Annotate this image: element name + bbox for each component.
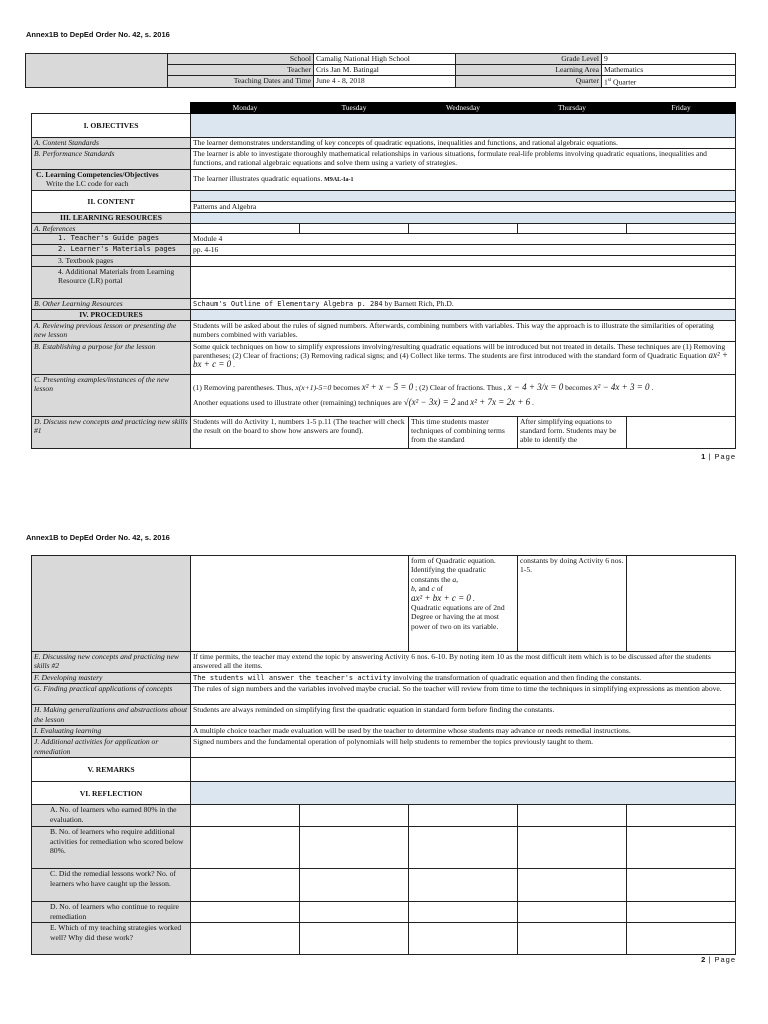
procH-text: Students are always reminded on simplifying first the quadratic equation in standard form before finding the constants.	[191, 705, 736, 726]
grade-label: Grade Level	[456, 54, 602, 65]
ref2-label: 2. Learner's Materials pages	[32, 245, 191, 256]
procG-text: The rules of sign numbers and the variables involved maybe crucial. So the teacher will review from time to time the techniques in simplifying expressions as mention above.	[191, 684, 736, 705]
ref3-label: 3. Textbook pages	[32, 256, 191, 266]
references-label: A. References	[32, 224, 191, 234]
procF-text-2: involving the transformation of quadratic equation and then finding the constants.	[391, 673, 642, 682]
quarter-label: Quarter	[456, 76, 602, 88]
reflD-label: D. No. of learners who continue to require remediation	[32, 902, 191, 923]
other-book: Schaum's Outline of Elementary Algebra p. 284	[193, 299, 383, 308]
remarks-heading: V. REMARKS	[32, 758, 191, 782]
dll-table-page2	[31, 555, 736, 955]
procI-text: A multiple choice teacher made evaluation will be used by the teacher to determine whose students may advance or needs remedial instructions.	[191, 726, 736, 737]
procC-text-4: becomes	[565, 383, 592, 393]
page-word: Page	[714, 452, 736, 461]
competencies-label-cell	[32, 170, 191, 191]
dll-table-page1: Monday Tuesday Wednesday Thursday Friday I. OBJECTIVES A. Content Standards The learner demonstrates understanding of key concepts of quadratic equations, inequalities and functions, and rational algebraic equations. B. Performance Standards The learner is able to investigate thoroughly mathematical relationships in various situations, formulate real-life problems involving quadratic equations, inequalities and functions, and rational algebraic equations and solve them using a variety of strategies. C. Learning Competencies/Objectives Write the LC code for each The learner illustrates quadratic equations. M9AL-Ia-1 II. CONTENT Patterns and Algebra III. LEARNING RESOURCES A. References 1. Teacher's Guide pages Module 4 2. Learner's Materials pages pp. 4-16 3. Textbook pages 4. Additional Materials from Learning Resource (LR) portal B. Other Learning Resources Schaum's Outline of Elementary Algebra p. 284 by Barnett Rich, Ph.D. IV. PROCEDURES A. Reviewing previous lesson or presenting the new lesson Students will be asked about the rules of signed numbers. Afterwards, combining numbers with variables. This way the approach is to illustrate the similarities of operating numbers combined with variables. B. Establishing a purpose for the lesson Some quick techniques on how to simplify expressions involving/resulting quadratic equations will be introduced but not treated in details. These techniques are (1) Removing parentheses; (2) Clear of fractions; (3) Removing radical signs; and (4) Collect like terms. The students are first introduced with the standard form of Quadratic Equation ax² + bx + c = 0 . C. Presenting examples/instances of the new lesson (1) Removing parentheses. Thus, x(x+1)-5=0 becomes x² + x − 5 = 0 ; (2) Clear of fractions. Thus , x − 4 + 3/x = 0 becomes x² − 4x + 3 = 0 . Another equations used to illustrate other (remaining) techniques are √(x² − 3x) = 2 and x² + 7x = 2x + 6 . D. Discuss new concepts and practicing new skills #1 Students will do Activity 1, numbers 1-5 p.11 (The teacher will check the result on the board to show how answers are found). This time students master techniques of combining terms from the standard After simplifying equations to standard form. Students may be able to identify the	[31, 102, 736, 449]
cont-wed-b: b	[411, 584, 415, 594]
cont-wed-text-3: of	[436, 584, 444, 594]
reflE-label: E. Which of my teaching strategies worked well? Why did these work?	[32, 923, 191, 955]
procC-eq-2: x − 4 + 3/x = 0	[507, 382, 564, 393]
page-number-value-2: 2	[701, 955, 706, 964]
procD-wednesday: This time students master techniques of combining terms from the standard	[409, 416, 518, 448]
procE-text: If time permits, the teacher may extend the topic by answering Activity 6 nos. 6-10. By noting item 10 as the most difficult item which is to be discussed after the students answered all the items.	[191, 652, 736, 673]
procC-text-6: and	[457, 398, 469, 408]
page-number-2: 2 | Page	[701, 955, 736, 964]
procD-label: D. Discuss new concepts and practicing new skills #1	[32, 416, 191, 448]
procedures-heading: IV. PROCEDURES	[32, 310, 191, 320]
teacher-value: Cris Jan M. Batingal	[314, 65, 456, 76]
procC-text-1: (1) Removing parentheses. Thus,	[193, 383, 294, 393]
ref1-label: 1. Teacher's Guide pages	[32, 234, 191, 245]
competencies-text: The learner illustrates quadratic equations.	[193, 174, 323, 184]
objectives-heading: I. OBJECTIVES	[32, 114, 191, 138]
quarter-value: 1st Quarter	[602, 76, 736, 88]
ref1-value: Module 4	[191, 234, 736, 245]
day-monday: Monday	[191, 103, 300, 114]
reflection-heading: VI. REFLECTION	[32, 782, 191, 805]
content-heading: II. CONTENT	[32, 191, 191, 213]
header-table	[25, 53, 736, 88]
procC-eq-4: √(x² − 3x) = 2	[403, 397, 456, 408]
day-friday: Friday	[627, 103, 736, 114]
header-blank	[26, 54, 168, 88]
content-text: Patterns and Algebra	[191, 202, 736, 213]
school-value: Camalig National High School	[314, 54, 456, 65]
procC-text-3: ; (2) Clear of fractions. Thus ,	[415, 383, 506, 393]
day-tuesday: Tuesday	[300, 103, 409, 114]
other-resources-label: B. Other Learning Resources	[32, 298, 191, 309]
procC-eq-1: x² + x − 5 = 0	[361, 382, 414, 393]
day-wednesday: Wednesday	[409, 103, 518, 114]
competencies-label: C. Learning Competencies/Objectives	[36, 170, 159, 179]
day-thursday: Thursday	[518, 103, 627, 114]
grade-value: 9	[602, 54, 736, 65]
procA-label: A. Reviewing previous lesson or presenting the new lesson	[32, 320, 191, 341]
area-value: Mathematics	[602, 65, 736, 76]
procC-text-2: becomes	[333, 383, 360, 393]
reflC-label: C. Did the remedial lessons work? No. of learners who have caught up the lesson.	[32, 869, 191, 902]
procG-label: G. Finding practical applications of concepts	[32, 684, 191, 705]
procB-equation: ax² + bx + c = 0	[193, 350, 728, 370]
dates-label: Teaching Dates and Time	[168, 76, 314, 88]
ref4-label: 4. Additional Materials from Learning Resource (LR) portal	[32, 266, 191, 298]
cont-wed-a: a	[452, 574, 457, 584]
reflA-label: A. No. of learners who earned 80% in the evaluation.	[32, 805, 191, 827]
procH-label: H. Making generalizations and abstractions about the lesson	[32, 705, 191, 726]
competencies-code: M9AL-Ia-1	[324, 177, 354, 184]
area-label: Learning Area	[456, 65, 602, 76]
dates-value: June 4 - 8, 2018	[314, 76, 456, 88]
procC-eq-5: x² + 7x = 2x + 6	[470, 397, 531, 408]
procA-text: Students will be asked about the rules of signed numbers. Afterwards, combining numbers with variables. This way the approach is to illustrate the similarities of operating numbers combined with variables.	[191, 320, 736, 341]
procC-eq-3: x² − 4x + 3 = 0	[593, 382, 650, 393]
annex-title-2: Annex1B to DepEd Order No. 42, s. 2016	[26, 533, 170, 542]
content-standards: The learner demonstrates understanding of key concepts of quadratic equations, inequalities and functions, and rational algebraic equations.	[191, 138, 736, 149]
performance-standards: The learner is able to investigate thoroughly mathematical relationships in various situations, formulate real-life problems involving quadratic equations, inequalities and functions, and rational algebraic equations and solve them using a variety of strategies.	[191, 149, 736, 170]
cont-thursday: constants by doing Activity 6 nos. 1-5.	[518, 556, 627, 652]
procD-monday: Students will do Activity 1, numbers 1-5 p.11 (The teacher will check the result on the board to show how answers are found).	[191, 416, 409, 448]
other-author: by Barnett Rich, Ph.D.	[382, 298, 454, 308]
page-number-value: 1	[701, 452, 706, 461]
procJ-label: J. Additional activities for application or remediation	[32, 737, 191, 758]
procF-text-1: The students will answer the teacher's activity	[193, 674, 392, 682]
procC-label: C. Presenting examples/instances of the new lesson	[32, 374, 191, 416]
school-label: School	[168, 54, 314, 65]
page-word-2: Page	[714, 955, 736, 964]
content-standards-label: A. Content Standards	[32, 138, 191, 149]
procB-label: B. Establishing a purpose for the lesson	[32, 341, 191, 374]
cont-wed-equation: ax² + bx + c = 0	[411, 592, 471, 603]
procE-label: E. Discussing new concepts and practicing new skills #2	[32, 652, 191, 673]
cont-wed-text-1: form of Quadratic equation. Identifying the quadratic constants the	[411, 556, 496, 584]
procC-expr-1: x(x+1)-5=0	[295, 383, 332, 393]
procJ-text: Signed numbers and the fundamental operation of polynomials will help students to remember the topics previously taught to them.	[191, 737, 736, 758]
teacher-label: Teacher	[168, 65, 314, 76]
performance-label: B. Performance Standards	[32, 149, 191, 170]
annex-title: Annex1B to DepEd Order No. 42, s. 2016	[26, 30, 170, 39]
competencies-sub: Write the LC code for each	[46, 179, 129, 189]
cont-wed-text-2: , and	[414, 584, 430, 594]
resources-heading: III. LEARNING RESOURCES	[32, 213, 191, 224]
cont-wed-text-4: Quadratic equations are of 2nd Degree or having the at most power of two on its variable.	[411, 603, 505, 631]
procC-text-5: Another equations used to illustrate other (remaining) techniques are	[193, 398, 402, 408]
procF-label: F. Developing mastery	[32, 673, 191, 684]
ref2-value: pp. 4-16	[191, 245, 736, 256]
procB-text: Some quick techniques on how to simplify expressions involving/resulting quadratic equations will be introduced but not treated in details. These techniques are (1) Removing parentheses; (2) Clear of fractions; (3) Removing radical signs; and (4) Collect like terms. The students are first introduced with the standard form of Quadratic Equation	[193, 341, 726, 361]
page-number-1: 1 | Page	[701, 452, 736, 461]
cont-wed-c: c	[431, 584, 435, 594]
procD-thursday: After simplifying equations to standard form. Students may be able to identify the	[518, 416, 627, 448]
cont-wednesday: form of Quadratic equation. Identifying the quadratic constants the a, b, and c of ax² + bx + c = 0 . Quadratic equations are of 2nd Degree or having the at most power of two on its variable.	[409, 556, 518, 652]
reflB-label: B. No. of learners who require additional activities for remediation who scored below 80%.	[32, 827, 191, 869]
procI-label: I. Evaluating learning	[32, 726, 191, 737]
